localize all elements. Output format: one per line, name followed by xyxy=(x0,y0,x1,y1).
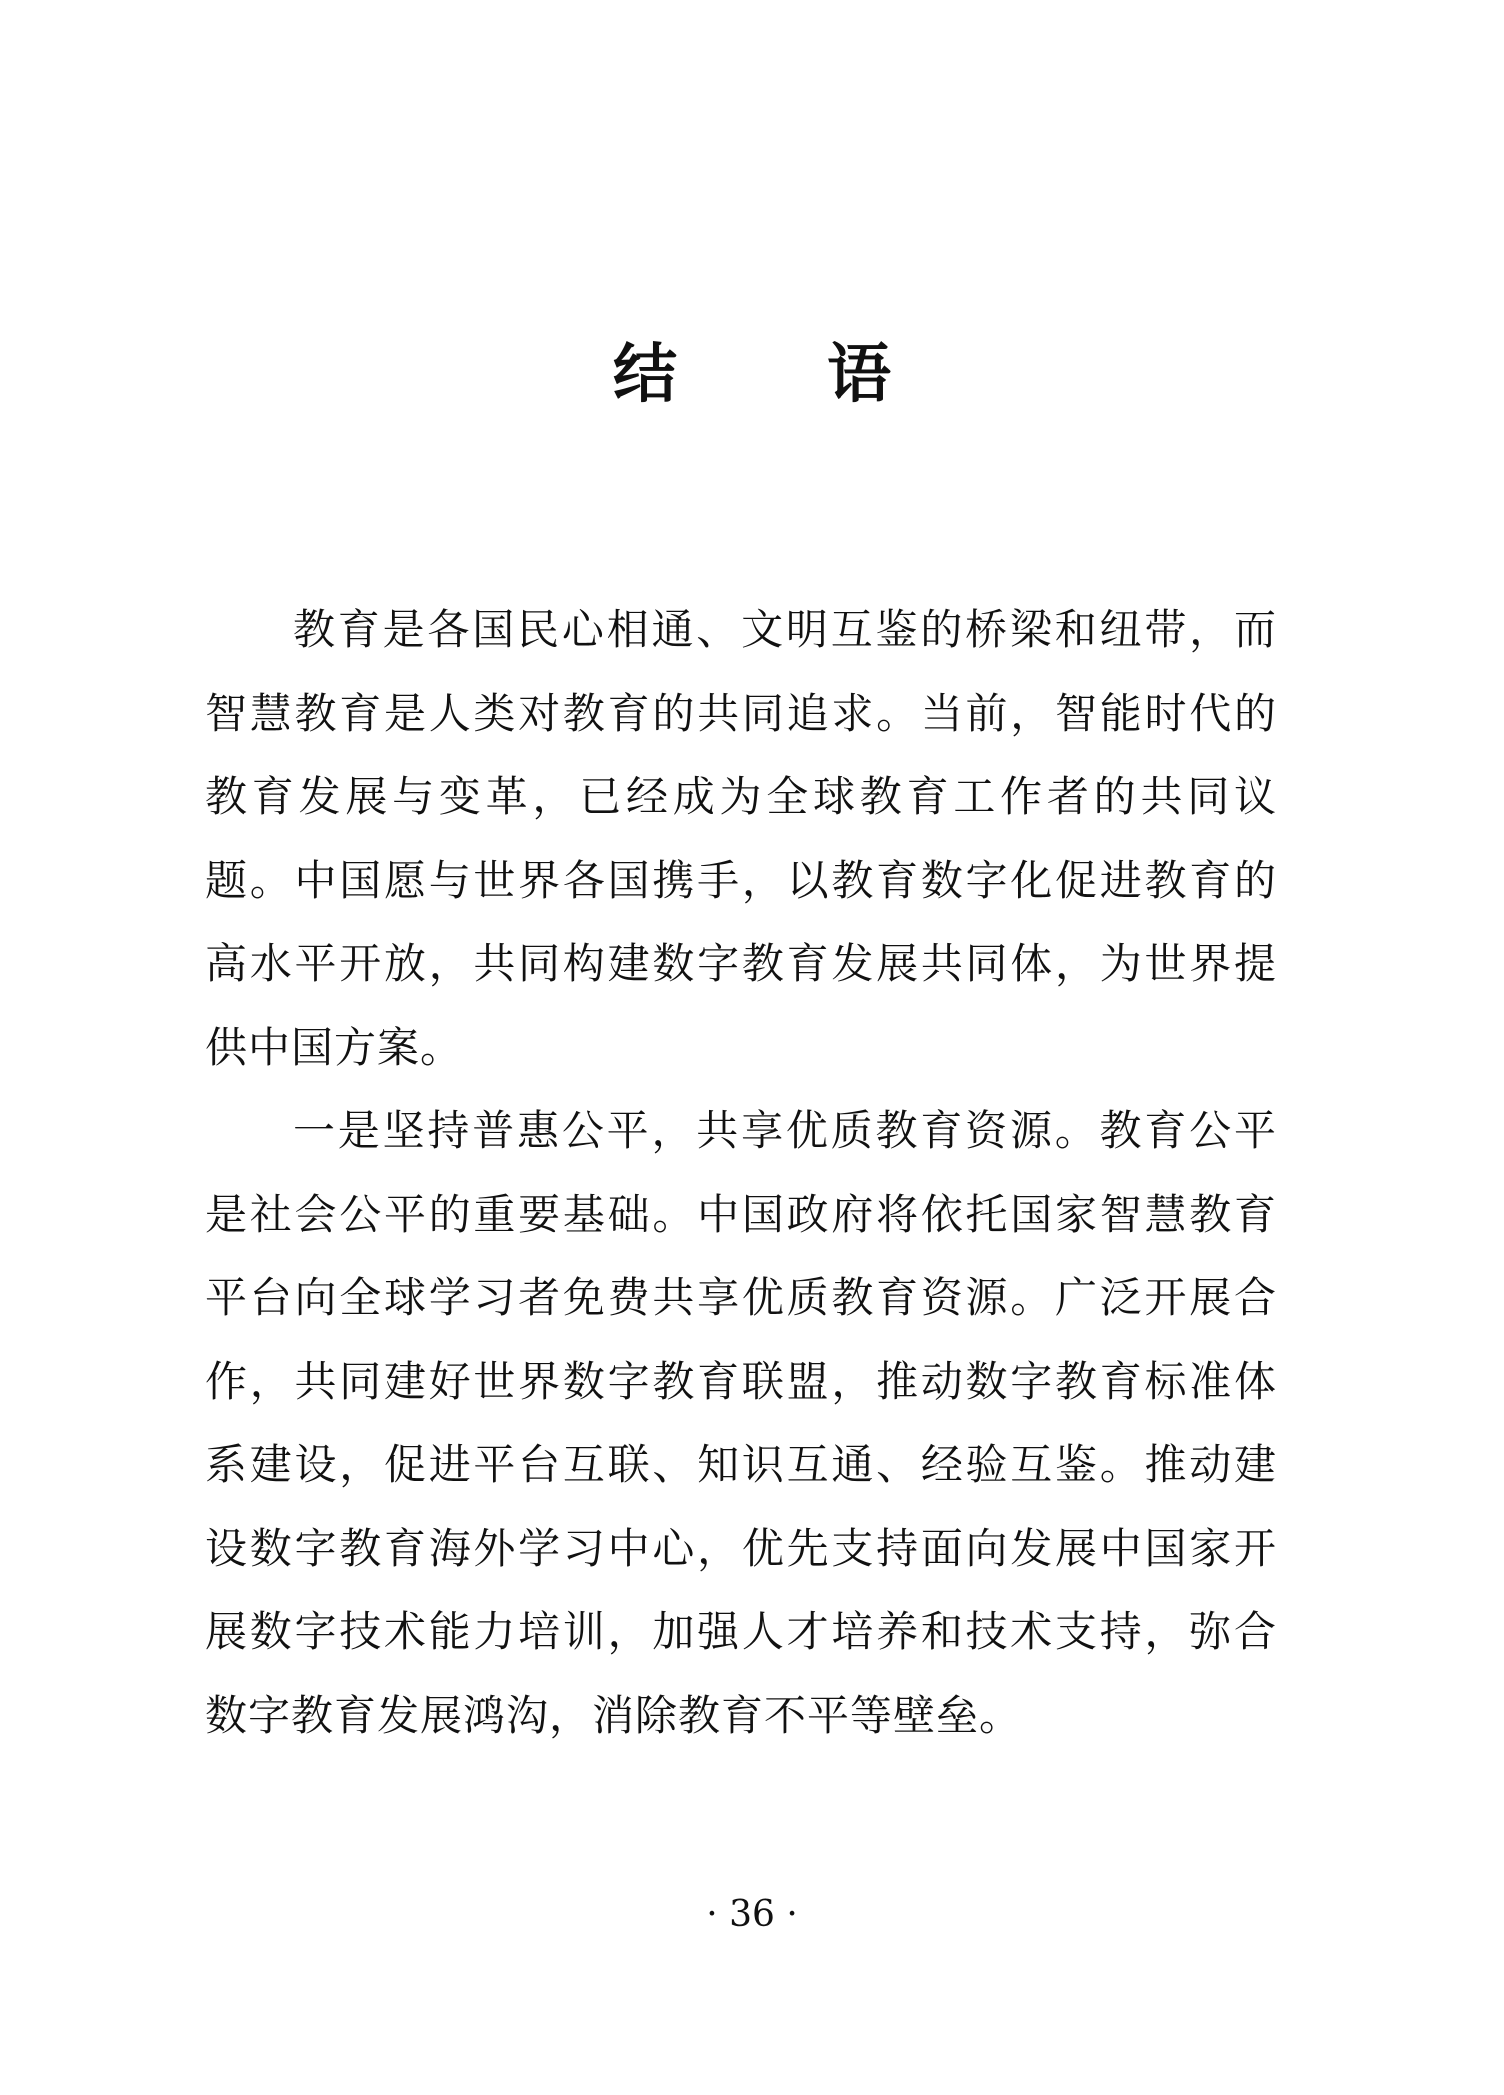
paragraph-2: 一是坚持普惠公平，共享优质教育资源。教育公平是社会公平的重要基础。中国政府将依托国家智慧教育平台向全球学习者免费共享优质教育资源。广泛开展合作，共同建好世界数字教育联盟，推动数字教育标准体系建设，促进平台互联、知识互通、经验互鉴。推动建设数字教育海外学习中心，优先支持面向发展中国家开展数字技术能力培训，加强人才培养和技术支持，弥合数字教育发展鸿沟，消除教育不平等壁垒。 xyxy=(205,1106,1277,1740)
body-text xyxy=(205,588,1277,1757)
title-char-1: 结 xyxy=(613,337,677,412)
paragraph-1: 教育是各国民心相通、文明互鉴的桥梁和纽带，而智慧教育是人类对教育的共同追求。当前，智能时代的教育发展与变革，已经成为全球教育工作者的共同议题。中国愿与世界各国携手，以教育数字化促进教育的高水平开放，共同构建数字教育发展共同体，为世界提供中国方案。 xyxy=(205,605,1277,1072)
page-number: · 36 · xyxy=(706,1894,798,1935)
section-title xyxy=(0,330,1504,420)
title-char-2: 语 xyxy=(827,337,891,412)
